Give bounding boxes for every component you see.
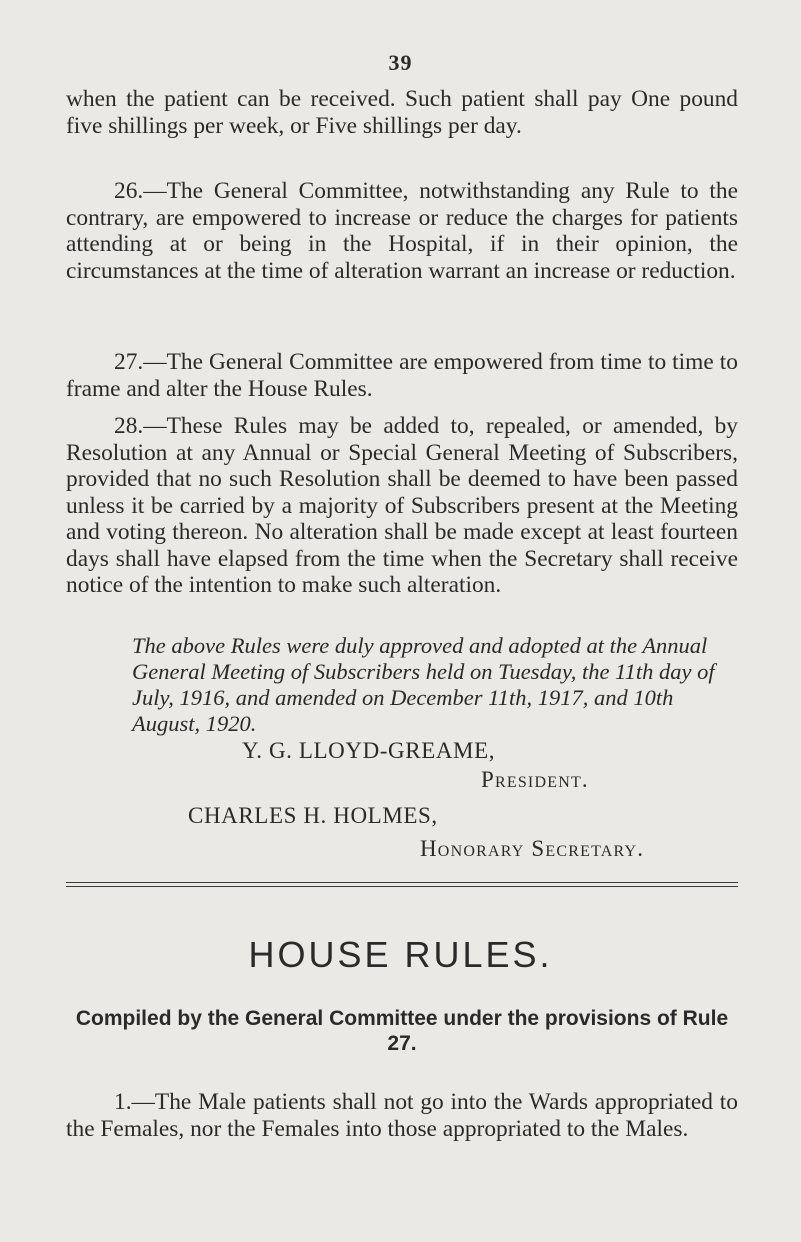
adoption-note: The above Rules were duly approved and adopted at the Annual General Meeting of Subscribers held on Tuesday, the 11th day of July, 1916, and amended on December 11th, 1917, and 10th August, 1920. [132, 633, 715, 736]
paragraph-rule-28: 28.—These Rules may be added to, repealed, or amended, by Resolution at any Annual or Special General Meeting of Subscribers, provided that no such Resolution shall be deemed to have been passed unless it be carried by a majority of Subscribers present at the Meeting and voting thereon. No alteration shall be made except at least fourteen days shall have elapsed from the time when the Secretary shall receive notice of the intention to make such alteration. [66, 413, 738, 598]
house-rule-1: 1.—The Male patients shall not go into the Wards appropriated to the Females, nor the Females into those appropriated to the Males. [66, 1089, 738, 1142]
signatory-president-title: President. [481, 767, 589, 792]
house-rules-heading: HOUSE RULES. [248, 934, 553, 975]
page-number: 39 [388, 50, 413, 75]
section-divider-top [66, 882, 738, 883]
house-rules-subheading: Compiled by the General Committee under the provisions of Rule 27. [75, 1007, 729, 1055]
paragraph-continuation: when the patient can be received. Such patient shall pay One pound five shillings per week, or Five shillings per day. [66, 86, 738, 139]
section-divider-bottom [66, 886, 738, 887]
signatory-secretary-title: Honorary Secretary. [420, 836, 645, 861]
signatory-president-name: Y. G. LLOYD-GREAME, [242, 738, 496, 763]
signatory-secretary-name: CHARLES H. HOLMES, [188, 803, 438, 828]
paragraph-rule-26: 26.—The General Committee, notwithstanding any Rule to the contrary, are empowered to increase or reduce the charges for patients attending at or being in the Hospital, if in their opinion, the circumstances at the time of alteration warrant an increase or reduction. [66, 178, 738, 284]
paragraph-rule-27: 27.—The General Committee are empowered from time to time to frame and alter the House Rules. [66, 349, 738, 402]
